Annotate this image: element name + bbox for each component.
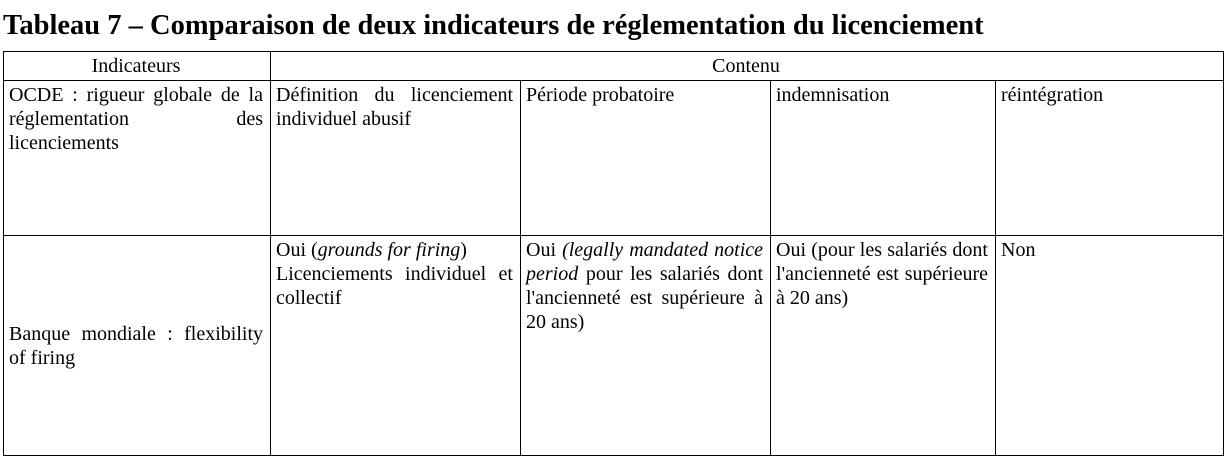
cell-wb-definition-text1: Oui (: [276, 239, 318, 261]
header-indicateurs: Indicateurs: [4, 52, 271, 81]
cell-oecd-indemnisation: indemnisation: [771, 81, 996, 236]
table-row-oecd: [4, 81, 1224, 236]
cell-wb-definition-italic: grounds for firing: [317, 239, 461, 261]
cell-wb-periode-italic: (legally mandated notice period: [526, 239, 764, 285]
cell-oecd-periode: Période probatoire: [521, 81, 771, 236]
indicator-wb: Banque mondiale : flexibility of firing: [4, 236, 271, 456]
cell-wb-reintegration: Non: [996, 236, 1224, 456]
cell-oecd-definition: Définition du licenciement individuel abusif: [271, 81, 521, 236]
comparison-table: [3, 51, 1224, 456]
cell-wb-periode-text1: Oui: [526, 239, 563, 261]
cell-wb-definition-text2: ): [460, 239, 467, 261]
cell-wb-definition: [271, 236, 521, 456]
cell-wb-definition-rest: Licenciements individuel et collectif: [276, 263, 513, 309]
cell-wb-periode-text2: pour les salariés dont l'ancienneté est supérieure à 20 ans): [526, 263, 763, 333]
cell-wb-indemnisation: Oui (pour les salariés dont l'ancienneté est supérieure à 20 ans): [771, 236, 996, 456]
header-contenu: Contenu: [271, 52, 1224, 81]
cell-oecd-reintegration: réintégration: [996, 81, 1224, 236]
table-row-wb: [4, 236, 1224, 456]
indicator-oecd: OCDE : rigueur globale de la réglementation des licenciements: [4, 81, 271, 236]
header-row: [4, 52, 1224, 81]
cell-wb-periode: [521, 236, 771, 456]
table-title: Tableau 7 – Comparaison de deux indicateurs de réglementation du licenciement: [3, 10, 984, 41]
